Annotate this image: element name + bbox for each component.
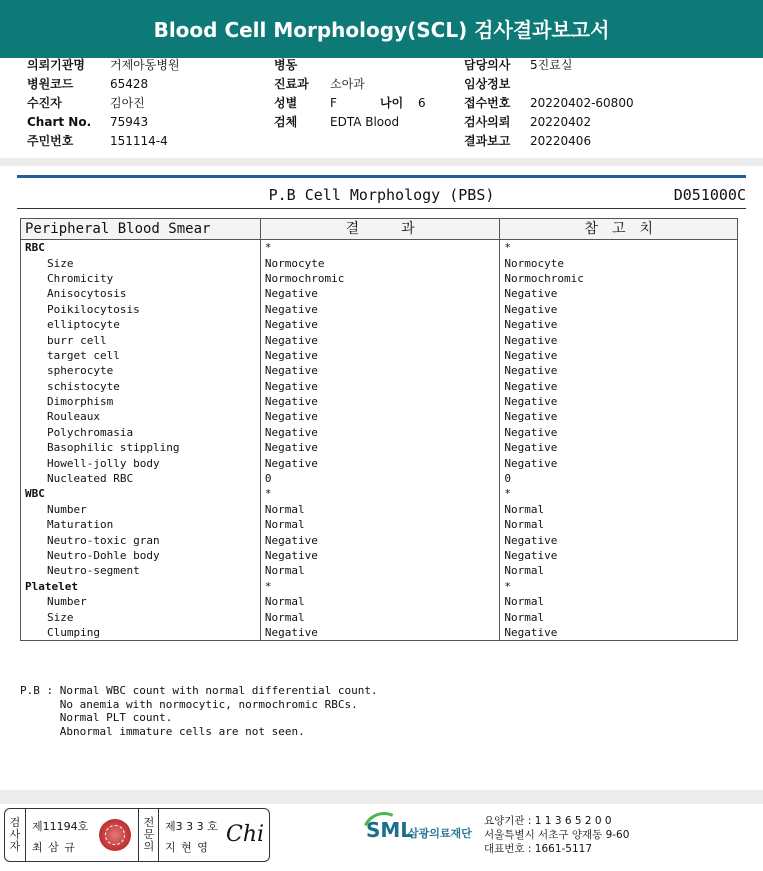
section-row	[21, 486, 738, 501]
footer-strip	[0, 790, 763, 804]
patient-info-col3	[464, 56, 634, 151]
info-value: EDTA Blood	[330, 115, 400, 129]
company-line: 서울특별시 서초구 양재동 9-60	[484, 829, 630, 841]
tech-license-no: 제11194호	[32, 820, 89, 833]
note-line: No anemia with normocytic, normochromic RBCs.	[20, 697, 358, 711]
cell-item: Rouleaux	[21, 409, 261, 424]
info-label: 주민번호	[27, 134, 74, 148]
table-row	[21, 317, 738, 332]
table-row	[21, 563, 738, 578]
cell-result: Negative	[260, 532, 500, 547]
table-row	[21, 425, 738, 440]
cell-result: Negative	[260, 317, 500, 332]
cell-result: Negative	[260, 409, 500, 424]
table-row	[21, 471, 738, 486]
info-value: 5진료실	[530, 58, 573, 72]
note-line: P.B : Normal WBC count with normal differential count.	[20, 684, 378, 697]
cell-result: *	[260, 240, 500, 256]
company-info	[484, 814, 629, 856]
table-header-row	[21, 219, 738, 240]
cell-reference: Negative	[500, 548, 738, 563]
cell-result: Normal	[260, 502, 500, 517]
cell-result: Negative	[260, 348, 500, 363]
table-row	[21, 609, 738, 624]
seal-stamp-icon	[99, 819, 131, 851]
cell-reference: Normochromic	[500, 271, 738, 286]
info-value: 75943	[110, 115, 149, 129]
section-row	[21, 240, 738, 256]
info-value: 20220402-60800	[530, 96, 634, 110]
cell-reference: Negative	[500, 425, 738, 440]
cell-reference: Normal	[500, 502, 738, 517]
cell-item: Neutro-segment	[21, 563, 261, 578]
cell-item: Chromicity	[21, 271, 261, 286]
info-value: 20220402	[530, 115, 592, 129]
cell-reference: Normal	[500, 594, 738, 609]
cell-item: burr cell	[21, 332, 261, 347]
info-label: Chart No.	[27, 115, 92, 129]
info-label: 의뢰기관명	[27, 58, 85, 72]
note-line: Normal PLT count.	[20, 711, 173, 724]
cell-item: Dimorphism	[21, 394, 261, 409]
info-label: 접수번호	[464, 96, 511, 110]
cell-item: spherocyte	[21, 363, 261, 378]
interpretation-notes	[20, 684, 378, 738]
info-value: 소아과	[330, 77, 365, 91]
signature-box	[4, 808, 270, 862]
cell-item: Poikilocytosis	[21, 302, 261, 317]
patient-info-col2	[274, 56, 426, 132]
table-row	[21, 332, 738, 347]
table-row	[21, 594, 738, 609]
cell-result: Normal	[260, 563, 500, 578]
cell-item: Clumping	[21, 625, 261, 641]
results-table	[20, 218, 738, 641]
cell-item: Howell-jolly body	[21, 455, 261, 470]
cell-reference: Normal	[500, 517, 738, 532]
cell-item: Number	[21, 502, 261, 517]
table-row	[21, 548, 738, 563]
table-row	[21, 409, 738, 424]
cell-reference: Negative	[500, 363, 738, 378]
section-rule	[17, 175, 746, 178]
info-label: 수진자	[27, 96, 62, 110]
cell-reference: Normal	[500, 609, 738, 624]
table-row	[21, 625, 738, 641]
cell-result: *	[260, 579, 500, 594]
cell-reference: Normocyte	[500, 255, 738, 270]
report-title: Blood Cell Morphology(SCL) 검사결과보고서	[153, 18, 610, 42]
cell-result: Normal	[260, 594, 500, 609]
cell-result: Normochromic	[260, 271, 500, 286]
table-row	[21, 348, 738, 363]
cell-result: Negative	[260, 440, 500, 455]
info-label: 검사의뢰	[464, 115, 511, 129]
table-row	[21, 517, 738, 532]
sig-divider	[138, 809, 139, 861]
cell-result: Negative	[260, 425, 500, 440]
cell-item: Polychromasia	[21, 425, 261, 440]
cell-item: Size	[21, 255, 261, 270]
cell-item: RBC	[21, 240, 261, 256]
info-label: 성별	[274, 96, 298, 110]
cell-reference: Negative	[500, 440, 738, 455]
cell-result: *	[260, 486, 500, 501]
table-row	[21, 302, 738, 317]
info-label: 진료과	[274, 77, 309, 91]
company-logo: SML	[366, 818, 414, 842]
info-value: 151114-4	[110, 134, 168, 148]
tech-role-label: 검사자	[9, 816, 21, 853]
cell-reference: *	[500, 579, 738, 594]
doctor-signature: Chi	[226, 822, 265, 847]
cell-reference: Negative	[500, 332, 738, 347]
table-row	[21, 363, 738, 378]
doctor-license-no: 제3 3 3 호	[165, 820, 218, 833]
cell-item: Maturation	[21, 517, 261, 532]
table-row	[21, 271, 738, 286]
cell-reference: Negative	[500, 455, 738, 470]
sig-divider	[25, 809, 26, 861]
info-value: F	[330, 96, 337, 110]
cell-result: Negative	[260, 455, 500, 470]
cell-result: Normocyte	[260, 255, 500, 270]
cell-item: Size	[21, 609, 261, 624]
cell-reference: Negative	[500, 286, 738, 301]
header-item: Peripheral Blood Smear	[21, 219, 261, 240]
table-row	[21, 255, 738, 270]
info-label: 병원코드	[27, 77, 74, 91]
info-value: 20220406	[530, 134, 592, 148]
info-label: 담당의사	[464, 58, 511, 72]
cell-result: Normal	[260, 517, 500, 532]
report-subtitle: P.B Cell Morphology (PBS)	[268, 186, 495, 204]
tech-name: 최 삼 규	[32, 841, 76, 854]
divider-strip	[0, 158, 763, 166]
subtitle-rule	[17, 208, 746, 209]
cell-result: Negative	[260, 332, 500, 347]
cell-result: Negative	[260, 625, 500, 641]
age-label: 나이	[380, 96, 404, 110]
cell-item: Platelet	[21, 579, 261, 594]
cell-reference: *	[500, 486, 738, 501]
report-subtitle-row	[17, 184, 746, 208]
cell-result: 0	[260, 471, 500, 486]
cell-item: Neutro-toxic gran	[21, 532, 261, 547]
cell-result: Normal	[260, 609, 500, 624]
cell-reference: *	[500, 240, 738, 256]
cell-item: Anisocytosis	[21, 286, 261, 301]
cell-reference: Negative	[500, 409, 738, 424]
note-line: Abnormal immature cells are not seen.	[20, 724, 305, 738]
table-row	[21, 286, 738, 301]
cell-item: schistocyte	[21, 379, 261, 394]
cell-reference: Negative	[500, 394, 738, 409]
section-row	[21, 579, 738, 594]
cell-result: Negative	[260, 379, 500, 394]
cell-item: Number	[21, 594, 261, 609]
info-value: 거제아동병원	[110, 58, 180, 72]
header-reference: 참 고 치	[500, 219, 738, 240]
info-value: 김아진	[110, 96, 145, 110]
patient-info-col1	[27, 56, 180, 151]
cell-result: Negative	[260, 363, 500, 378]
info-label: 검체	[274, 115, 298, 129]
doctor-name: 지 현 영	[165, 841, 209, 854]
table-row	[21, 455, 738, 470]
cell-reference: Negative	[500, 532, 738, 547]
cell-reference: Negative	[500, 379, 738, 394]
cell-reference: Negative	[500, 625, 738, 641]
cell-result: Negative	[260, 286, 500, 301]
cell-reference: Negative	[500, 317, 738, 332]
cell-item: elliptocyte	[21, 317, 261, 332]
cell-item: Nucleated RBC	[21, 471, 261, 486]
cell-result: Negative	[260, 548, 500, 563]
header-result: 결 과	[260, 219, 500, 240]
info-label: 결과보고	[464, 134, 511, 148]
company-line: 요양기관 : 1 1 3 6 5 2 0 0	[484, 815, 612, 827]
info-value: 65428	[110, 77, 149, 91]
info-label: 임상정보	[464, 77, 511, 91]
table-row	[21, 379, 738, 394]
table-row	[21, 394, 738, 409]
cell-reference: Normal	[500, 563, 738, 578]
cell-item: WBC	[21, 486, 261, 501]
table-row	[21, 532, 738, 547]
cell-reference: Negative	[500, 348, 738, 363]
table-row	[21, 440, 738, 455]
cell-item: target cell	[21, 348, 261, 363]
report-code: D051000C	[673, 186, 746, 204]
doctor-role-label: 전문의	[143, 816, 155, 853]
cell-reference: 0	[500, 471, 738, 486]
cell-result: Negative	[260, 302, 500, 317]
age-value: 6	[418, 96, 426, 110]
cell-item: Basophilic stippling	[21, 440, 261, 455]
cell-reference: Negative	[500, 302, 738, 317]
sig-divider	[158, 809, 159, 861]
cell-item: Neutro-Dohle body	[21, 548, 261, 563]
info-label: 병동	[274, 58, 298, 72]
company-line: 대표번호 : 1661-5117	[484, 843, 593, 855]
cell-result: Negative	[260, 394, 500, 409]
table-row	[21, 502, 738, 517]
company-name: 삼광의료재단	[408, 827, 472, 840]
